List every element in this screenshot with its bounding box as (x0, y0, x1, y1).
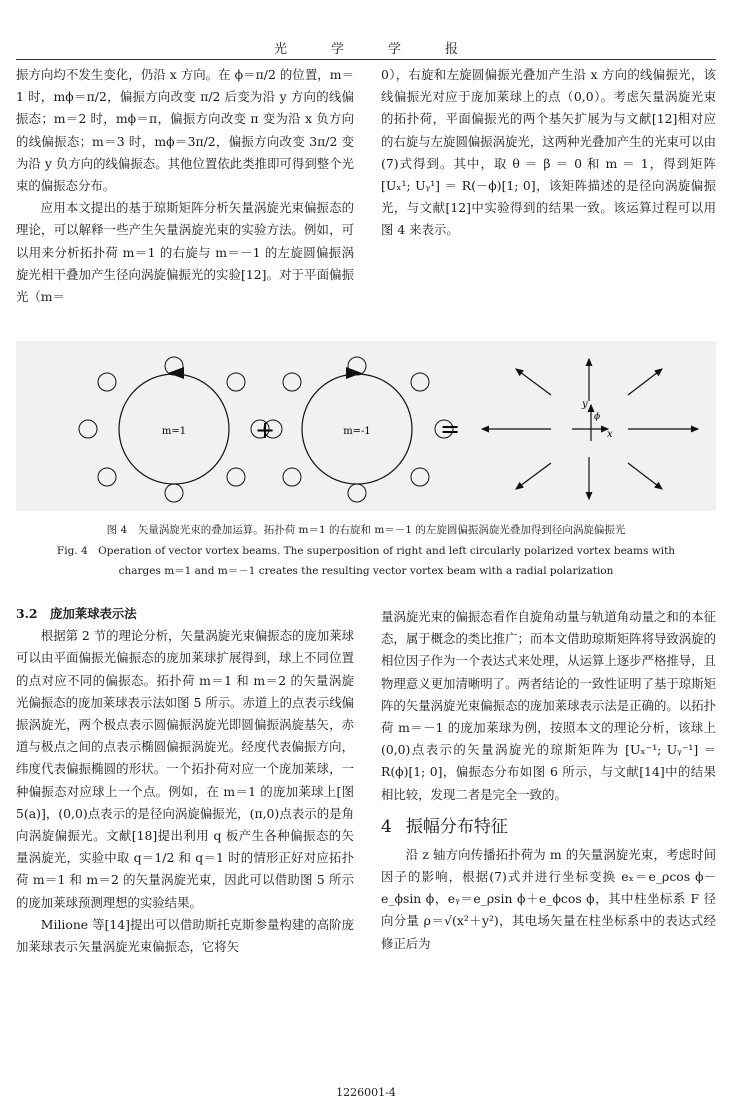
header-rule (16, 59, 716, 60)
paragraph: 应用本文提出的基于琼斯矩阵分析矢量涡旋光束偏振态的理论，可以解释一些产生矢量涡旋光束的实验方法。例如，可以用来分析拓扑荷 m＝1 的右旋与 m＝－1 的左旋圆偏振涡旋光相干叠加产生径向涡旋偏振光的实验[12]。对于平面偏振光（m＝ (16, 200, 354, 305)
caption-en-line2: charges m＝1 and m＝－1 creates the resulting vector vortex beam with a radial polarization (118, 565, 614, 577)
radial-polarization-diagram (482, 359, 698, 499)
paragraph: 沿 z 轴方向传播拓扑荷为 m 的矢量涡旋光束，考虑时间因子的影响，根据(7)式并进行坐标变换 eₓ＝e_ρcos ϕ－e_ϕsin ϕ，eᵧ＝e_ρsin ϕ＋e_ϕcos ϕ，其中柱坐标系 F 径向分量 ρ＝√(x²＋y²)，其电场矢量在柱坐标系中的表达式经修正后为 (381, 846, 716, 951)
paragraph: Milione 等[14]提出可以借助斯托克斯参量构建的高阶庞加莱球表示矢量涡旋光束偏振态，它将矢 (16, 916, 354, 955)
section-title: 振幅分布特征 (405, 816, 508, 837)
section-number: 4 (381, 816, 392, 837)
page-number: 1226001-4 (336, 1086, 396, 1099)
vortex-m-minus1-diagram (264, 357, 453, 502)
right-column-top (381, 64, 716, 242)
journal-char: 学 (388, 42, 402, 57)
caption-zh: 图 4 矢量涡旋光束的叠加运算。拓扑荷 m＝1 的右旋和 m＝－1 的左旋圆偏振涡旋光叠加得到径向涡旋偏振光 (106, 524, 626, 536)
left-column-top (16, 64, 354, 308)
paragraph: 0），右旋和左旋圆偏振光叠加产生沿 x 方向的线偏振光，该线偏振光对应于庞加莱球上的点（0,0）。考虑矢量涡旋光束的拓扑荷，平面偏振光的两个基矢扩展为与文献[12]相对应的右旋与左旋圆偏振涡旋光，这两种光叠加产生的光束可以由(7)式得到。其中，取 θ ＝ β ＝ 0 和 m ＝ 1，得到矩阵 [Uₓ¹; Uᵧ¹] ＝ R(－ϕ)[1; 0]，该矩阵描述的是径向涡旋偏振光，与文献[12]中实验得到的结果一致。该运算过程可以用图 4 来表示。 (381, 67, 716, 238)
running-header (16, 38, 716, 56)
section-4-heading (381, 814, 716, 840)
right-column-bottom (381, 606, 716, 955)
left-column-bottom (16, 603, 354, 958)
caption-en-line1: Fig. 4 Operation of vector vortex beams. The superposition of right and left circularly polarized vortex beams with (56, 545, 676, 557)
paragraph: 根据第 2 节的理论分析，矢量涡旋光束偏振态的庞加莱球可以由平面偏振光偏振态的庞加莱球扩展得到，球上不同位置的点对应不同的偏振态。拓扑荷 m＝1 和 m＝2 的矢量涡旋光偏振态的庞加莱球表示法如图 5 所示。赤道上的点表示线偏振涡旋光，两个极点表示圆偏振涡旋光即圆偏振涡旋基矢，赤道与极点之间的点表示椭圆偏振涡旋光。经度代表偏振方向，纬度代表偏振椭圆的形状。一个拓扑荷对应一个庞加莱球，一种偏振态对应球上一个点。例如，在 m＝1 的庞加莱球上[图 5(a)]，(0,0)点表示的是径向涡旋偏振光，(π,0)点表示的是角向涡旋偏振光。文献[18]提出利用 q 板产生各种偏振态的矢量涡旋光，实验中取 q＝1/2 和 q＝1 时的情形正好对应拓扑荷 m＝1 和 m＝2 的矢量涡旋光束，因此可以借助图 5 所示的庞加莱球预测理想的实验结果。 (16, 628, 354, 910)
label-m-minus1: m=-1 (343, 426, 371, 437)
paragraph: 量涡旋光束的偏振态看作自旋角动量与轨道角动量之和的本征态，属于概念的类比推广；而本文借助琼斯矩阵将导致涡旋的相位因子作为一个表达式来处理，从运算上逐步严格推导，且物理意义更加清晰明了。两者结论的一致性证明了基于琼斯矩阵的矢量涡旋光束偏振态的庞加莱球表示法是正确的。以拓扑荷 m＝－1 的庞加莱球为例，按照本文的理论分析，该球上(0,0)点表示的矢量涡旋光的琼斯矩阵为 [Uₓ⁻¹; Uᵧ⁻¹] ＝ R(ϕ)[1; 0]，偏振态分布如图 6 所示，与文献[14]中的结果相比较，发现二者是完全一致的。 (381, 609, 716, 802)
axis-x-label: x (607, 429, 613, 440)
section-heading: 3.2 庞加莱球表示法 (16, 606, 137, 621)
journal-char: 学 (330, 42, 344, 57)
journal-char: 报 (445, 42, 459, 57)
paragraph: 振方向均不发生变化，仍沿 x 方向。在 ϕ＝π/2 的位置，m＝1 时，mϕ＝π/2，偏振方向改变 π/2 后变为沿 y 方向的线偏振态；m＝2 时，mϕ＝π，偏振方向改变 π 变为沿 x 负方向的线偏振态；m＝3 时，mϕ＝3π/2，偏振方向改变 3π/2 变为沿 y 负方向的线偏振态。其他位置依此类推即可得到整个光束的偏振态分布。 (16, 67, 354, 194)
journal-char: 光 (273, 42, 287, 57)
equals-sign: = (439, 415, 461, 443)
axis-y-label: y (582, 399, 588, 410)
rotation-arrow-icon (168, 367, 184, 379)
label-m1: m=1 (161, 426, 187, 437)
vortex-m1-diagram (79, 357, 269, 502)
plus-sign: + (254, 416, 276, 444)
axis-phi-label: ϕ (594, 412, 601, 422)
figure-4 (16, 341, 716, 511)
